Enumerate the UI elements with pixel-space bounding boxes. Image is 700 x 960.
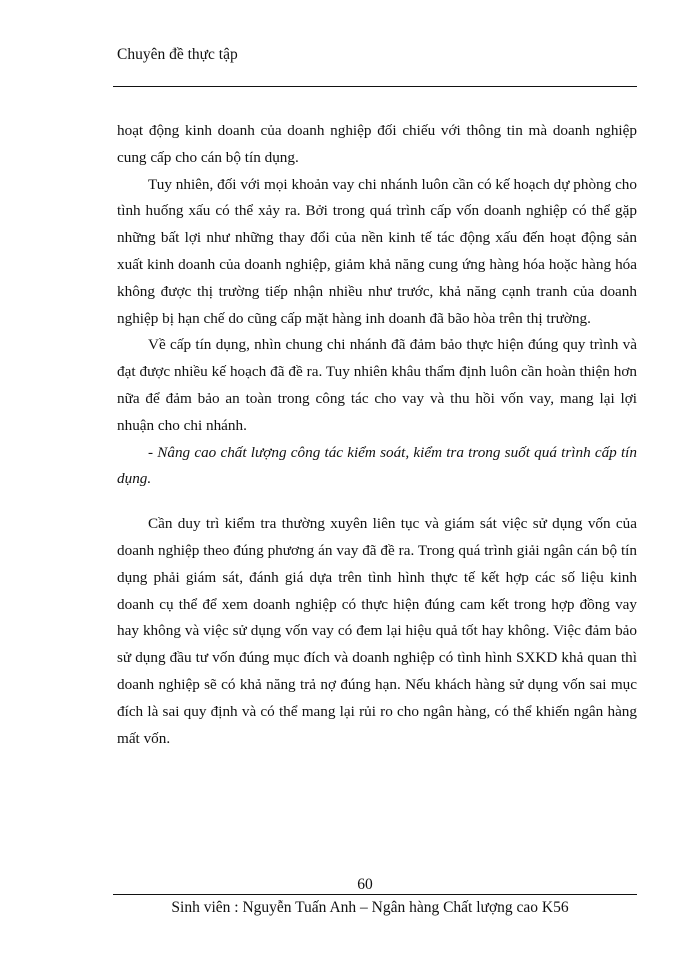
paragraph-monitoring: Cần duy trì kiểm tra thường xuyên liên tục và giám sát việc sử dụng vốn của doanh nghiệp theo đúng phương án vay đã đề ra. Trong quá trình giải ngân cán bộ tín dụng phải giám sát, đánh giá dựa trên tình hình thực tế kết hợp các số liệu kinh doanh cụ thể để xem doanh nghiệp có thực hiện đúng cam kết trong hợp đồng vay hay không và việc sử dụng vốn vay có đem lại hiệu quả tốt hay không. Việc đảm bảo sử dụng đầu tư vốn đúng mục đích và doanh nghiệp có tình hình SXKD khả quan thì doanh nghiệp sẽ có khả năng trả nợ đúng hạn. Nếu khách hàng sử dụng vốn sai mục đích là sai quy định và có thể mang lại rủi ro cho ngân hàng, có thể khiến ngân hàng mất vốn. xyxy=(117,515,637,747)
header-title: Chuyên đề thực tập xyxy=(117,46,238,63)
section-heading-control: - Nâng cao chất lượng công tác kiểm soát, kiểm tra trong suốt quá trình cấp tín dụng. xyxy=(117,443,637,488)
document-body xyxy=(117,118,637,752)
footer-divider xyxy=(113,894,637,895)
paragraph-continuation: hoạt động kinh doanh của doanh nghiệp đối chiếu với thông tin mà doanh nghiệp cung cấp cho cán bộ tín dụng. xyxy=(117,122,637,166)
header-divider xyxy=(113,86,637,87)
paragraph-credit: Về cấp tín dụng, nhìn chung chi nhánh đã đảm bảo thực hiện đúng quy trình và đạt được nhiều kế hoạch đã đề ra. Tuy nhiên khâu thẩm định luôn cần hoàn thiện hơn nữa để đảm bảo an toàn trong công tác cho vay và thu hồi vốn vay, mang lại lợi nhuận cho chi nhánh. xyxy=(117,336,637,434)
page-number: 60 xyxy=(357,876,373,893)
paragraph-contingency: Tuy nhiên, đối với mọi khoản vay chi nhánh luôn cần có kế hoạch dự phòng cho tình huống xấu có thể xảy ra. Bởi trong quá trình cấp vốn doanh nghiệp có thể gặp những bất lợi như những thay đổi của nền kinh tế tác động xấu đến hoạt động sản xuất kinh doanh của doanh nghiệp, giảm khả năng cung ứng hàng hóa hoặc hàng hóa không được thị trường tiếp nhận nhiều như trước, khả năng cạnh tranh của doanh nghiệp bị hạn chế do cũng cấp mặt hàng inh doanh đã bão hòa trên thị trường. xyxy=(117,175,637,327)
footer-student-line: Sinh viên : Nguyễn Tuấn Anh – Ngân hàng Chất lượng cao K56 xyxy=(171,899,569,916)
